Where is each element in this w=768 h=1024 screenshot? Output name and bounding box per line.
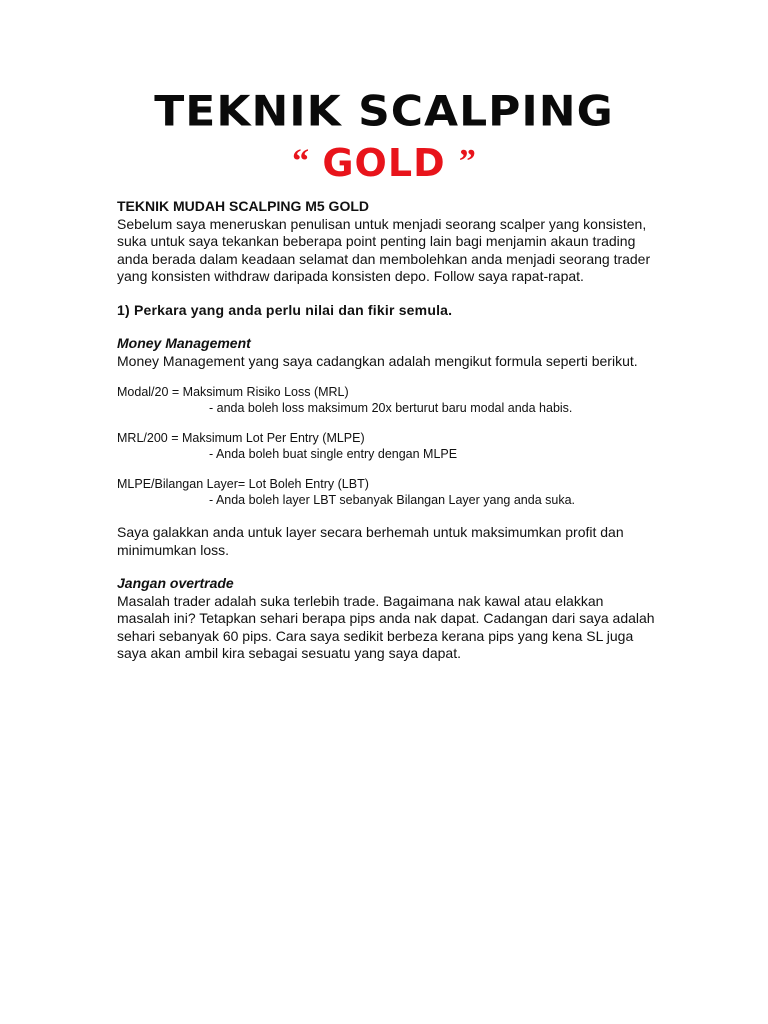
close-quote: ” xyxy=(458,143,476,180)
document-subtitle xyxy=(0,138,768,187)
layer-advice-paragraph: Saya galakkan anda untuk layer secara berhemah untuk maksimumkan profit dan minimumkan loss. xyxy=(117,524,624,558)
intro-paragraph: Sebelum saya meneruskan penulisan untuk menjadi seorang scalper yang konsisten, suka untuk saya tekankan beberapa point penting lain bagi menjamin akaun trading anda berada dalam keadaan selamat dan membolehkan anda menjadi seorang trader yang konsisten withdraw daripada konsisten depo. Follow saya rapat-rapat. xyxy=(117,215,651,284)
document-body xyxy=(117,198,657,663)
overtrade-paragraph: Masalah trader adalah suka terlebih trade. Bagaimana nak kawal atau elakkan masalah ini? Tetapkan sehari berapa pips anda nak dapat. Cadangan dari saya adalah sehari sebanyak 60 pips. Cara saya sedikit berbeza kerana pips yang kena SL juga saya akan ambil kira sebagai sesuatu yang saya dapat. xyxy=(117,592,655,661)
money-management-heading: Money Management xyxy=(117,335,251,351)
formula-note: - anda boleh loss maksimum 20x berturut baru modal anda habis. xyxy=(209,401,573,415)
money-management-text: Money Management yang saya cadangkan adalah mengikut formula seperti berikut. xyxy=(117,352,638,369)
document-title: TEKNIK SCALPING xyxy=(154,87,614,136)
formula-note: - Anda boleh layer LBT sebanyak Bilangan Layer yang anda suka. xyxy=(209,493,575,507)
formula-line: MLPE/Bilangan Layer= Lot Boleh Entry (LBT) xyxy=(117,477,369,491)
formula-line: Modal/20 = Maksimum Risiko Loss (MRL) xyxy=(117,385,349,399)
subtitle-word: GOLD xyxy=(322,141,446,185)
open-quote: “ xyxy=(292,143,310,180)
section-1-title: 1) Perkara yang anda perlu nilai dan fikir semula. xyxy=(117,301,453,318)
main-heading: TEKNIK MUDAH SCALPING M5 GOLD xyxy=(117,198,369,214)
formula-line: MRL/200 = Maksimum Lot Per Entry (MLPE) xyxy=(117,431,365,445)
formula-note: - Anda boleh buat single entry dengan MLPE xyxy=(209,447,458,461)
overtrade-heading: Jangan overtrade xyxy=(117,575,234,591)
